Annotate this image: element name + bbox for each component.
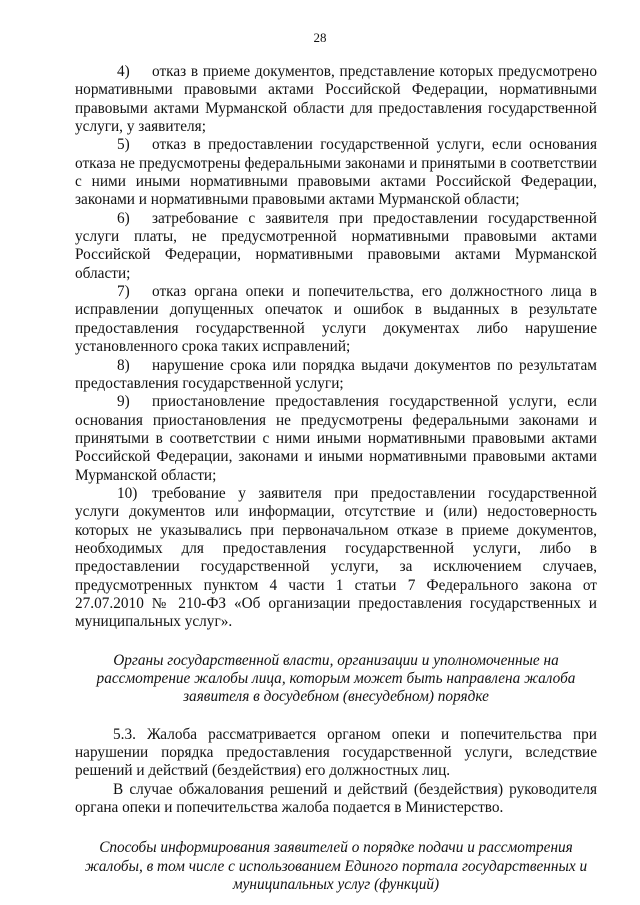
- document-body: [75, 63, 597, 894]
- list-item-text: приостановление предоставления государственной услуги, если основания приостановления не предусмотрены федеральными законами и принятыми в соответствии с ними иными нормативными правовыми актами Российской Федерации, законами и иными нормативными правовыми актами Мурманской области;: [75, 393, 597, 484]
- list-item-8: [75, 357, 597, 394]
- list-item-5: [75, 136, 597, 209]
- list-item-9: [75, 393, 597, 485]
- list-item-number: 7): [117, 283, 130, 301]
- list-item-text: требование у заявителя при предоставлении государственной услуги документов или информации, отсутствие и (или) недостоверность которых не указывались при первоначальном отказе в приеме документов, необходимых для предоставления государственной услуги, либо в предоставлении государственной услуги, за исключением случаев, предусмотренных пунктом 4 части 1 статьи 7 Федерального закона от 27.07.2010 № 210-ФЗ «Об организации предоставления государственных и муниципальных услуг».: [75, 484, 597, 631]
- list-item-7: [75, 283, 597, 356]
- list-item-4: [75, 63, 597, 136]
- list-item-text: затребование с заявителя при предоставлении государственной услуги платы, не предусмотренной нормативными правовыми актами Российской Федерации, нормативными правовыми актами Мурманской области;: [75, 209, 597, 282]
- list-item-number: 4): [117, 63, 130, 80]
- list-item-number: 10): [117, 484, 138, 502]
- section-heading-complaint-bodies: Органы государственной власти, организации и уполномоченные на рассмотрение жалобы лица, которым может быть направлена жалоба заявителя в досудебном (внесудебном) порядке: [96, 651, 576, 706]
- section-heading-informing-methods: Способы информирования заявителей о порядке подачи и рассмотрения жалобы, в том числе с использованием Единого портала государственных и муниципальных услуг (функций): [84, 839, 588, 894]
- list-item-text: отказ в приеме документов, представление которых предусмотрено нормативными правовыми актами Российской Федерации, нормативными правовыми актами Мурманской области для предоставления государственной услуги, у заявителя;: [75, 63, 597, 136]
- list-item-6: [75, 210, 597, 283]
- list-item-text: отказ в предоставлении государственной услуги, если основания отказа не предусмотрены федеральными законами и принятыми в соответствии с ними иными нормативными правовыми актами Российской Федерации, законами и нормативными правовыми актами Мурманской области;: [75, 136, 597, 209]
- list-item-number: 5): [117, 136, 130, 154]
- list-item-number: 9): [117, 393, 130, 411]
- list-item-10: [75, 485, 597, 632]
- list-item-number: 8): [117, 356, 130, 374]
- list-item-text: отказ органа опеки и попечительства, его должностного лица в исправлении допущенных опечаток и ошибок в выданных в результате предоставления государственной услуги документах либо нарушение установленного срока таких исправлений;: [75, 283, 597, 356]
- paragraph-appeal-ministry: В случае обжалования решений и действий (бездействия) руководителя органа опеки и попечительства жалоба подается в Министерство.: [75, 780, 597, 817]
- list-item-text: нарушение срока или порядка выдачи документов по результатам предоставления государственной услуги;: [75, 356, 597, 392]
- paragraph-5-3: 5.3. Жалоба рассматривается органом опеки и попечительства при нарушении порядка предоставления государственной услуги, вследствие решений и действий (бездействия) его должностных лиц.: [75, 725, 597, 780]
- list-item-number: 6): [117, 209, 130, 227]
- page-number: 28: [313, 30, 327, 45]
